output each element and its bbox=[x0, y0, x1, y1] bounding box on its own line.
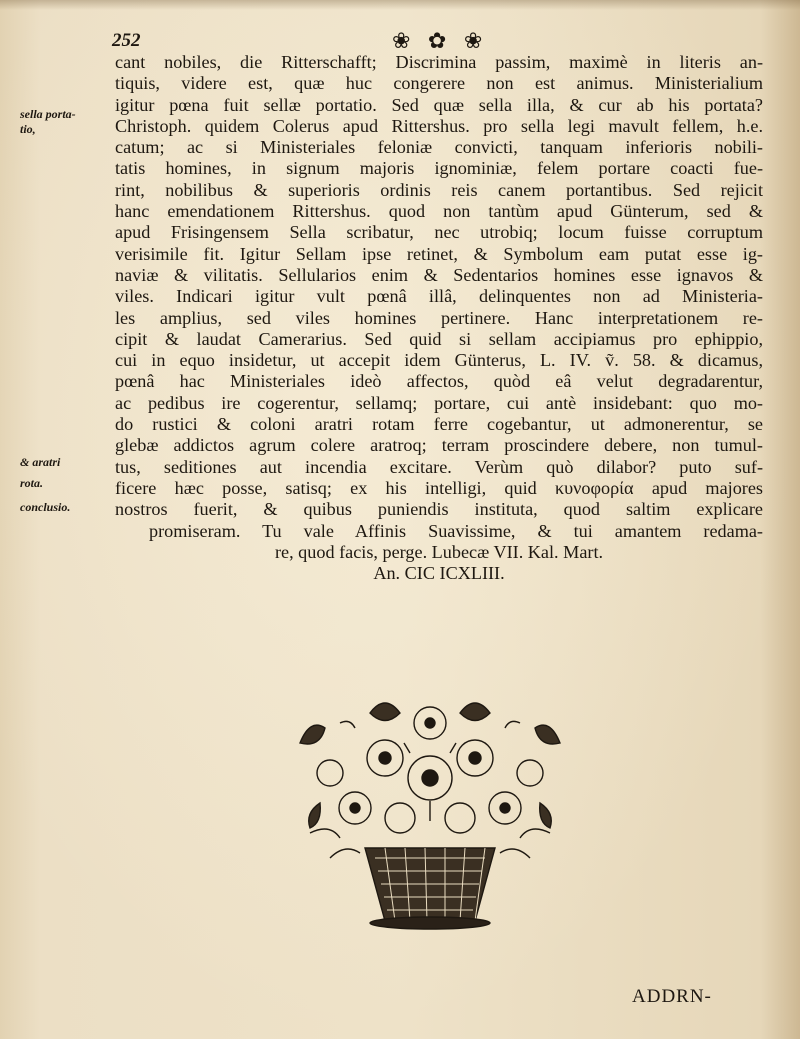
text-line: tatis homines, in signum majoris ignominiæ, felem portare coacti fue- bbox=[115, 158, 763, 179]
margin-note-conclusio bbox=[20, 497, 112, 518]
text-line: ficere hæc posse, satisq; ex his intelligi, quid κυνοφορία apud majores bbox=[115, 477, 763, 498]
margin-note-sella bbox=[20, 104, 112, 140]
text-line: cipit & laudat Camerarius. Sed quid si sellam accipiamus pro ephippio, bbox=[115, 328, 763, 349]
text-line: naviæ & vilitatis. Sellularios enim & Sedentarios homines esse ignavos & bbox=[115, 264, 763, 285]
margin-note-line: conclusio. bbox=[20, 500, 71, 514]
text-line: promiseram. Tu vale Affinis Suavissime, & tui amantem redama- bbox=[149, 520, 763, 541]
text-line: re, quod facis, perge. Lubecæ VII. Kal. Mart. bbox=[274, 541, 604, 562]
text-line: cant nobiles, die Ritterschafft; Discrimina passim, maximè in literis an- bbox=[115, 52, 763, 72]
margin-note-aratri bbox=[20, 452, 112, 494]
text-line: viles. Indicari igitur vult pœnâ illâ, delinquentes non ad Ministeria- bbox=[115, 286, 763, 307]
text-line: rint, nobilibus & superioris ordinis reis canem portantibus. Sed rejicit bbox=[115, 179, 763, 200]
text-line: do rustici & coloni aratri rotam ferre cogebantur, ut admonerentur, se bbox=[115, 414, 763, 435]
flower-basket-vignette bbox=[270, 683, 590, 933]
text-line: tiquis, videre est, quæ huc congerere non est animus. Ministerialium bbox=[115, 73, 763, 94]
margin-note-line: tio, bbox=[20, 122, 36, 136]
date-line: An. CIC ICXLIII. bbox=[373, 563, 505, 584]
main-text-block bbox=[115, 52, 763, 584]
text-line: catum; ac si Ministeriales feloniæ convicti, tanquam inferioris nobili- bbox=[115, 137, 763, 158]
text-line: verisimile fit. Igitur Sellam ipse retinet, & Symbolum eam putat esse ig- bbox=[115, 243, 763, 264]
catchword: ADDRN- bbox=[632, 986, 712, 1007]
margin-note-line: & aratri bbox=[20, 455, 61, 469]
text-line: cui in equo insidetur, ut accepit idem Günterus, L. IV. ṽ. 58. & dicamus, bbox=[115, 350, 763, 371]
header-ornament: ❀ ✿ ❀ bbox=[392, 28, 489, 53]
text-line: hanc emendationem Rittershus. quod non tantùm apud Günterum, sed & bbox=[115, 201, 763, 222]
margin-note-line: sella porta- bbox=[20, 107, 76, 121]
margin-note-line: rota. bbox=[20, 476, 44, 490]
text-line: igitur pœna fuit sellæ portatio. Sed quæ sella illa, & cur ab his portata? bbox=[115, 94, 763, 115]
text-line: nostros fuerit, & quibus puniendis instituta, quod saltim explicare bbox=[115, 499, 763, 520]
text-line: glebæ addictos agrum colere aratroq; terram proscindere debere, non tumul- bbox=[115, 435, 763, 456]
text-line: pœnâ hac Ministeriales ideò affectos, quòd eâ velut degradarentur, bbox=[115, 371, 763, 392]
text-line: tus, seditiones aut incendia excitare. Verùm quò dilabor? puto suf- bbox=[115, 456, 763, 477]
page-edge-shadow bbox=[0, 0, 800, 10]
text-line: ac pedibus ire cogerentur, sellamq; portare, cui antè insidebant: quo mo- bbox=[115, 392, 763, 413]
text-line: apud Frisingensem Sella scribatur, nec utrobiq; locum fuisse corruptum bbox=[115, 222, 763, 243]
text-line: Christoph. quidem Colerus apud Rittershus. pro sella legi mavult fellem, h.e. bbox=[115, 115, 763, 136]
page-number: 252 bbox=[112, 30, 141, 51]
text-line: les amplius, sed viles homines pertinere. Hanc interpretationem re- bbox=[115, 307, 763, 328]
